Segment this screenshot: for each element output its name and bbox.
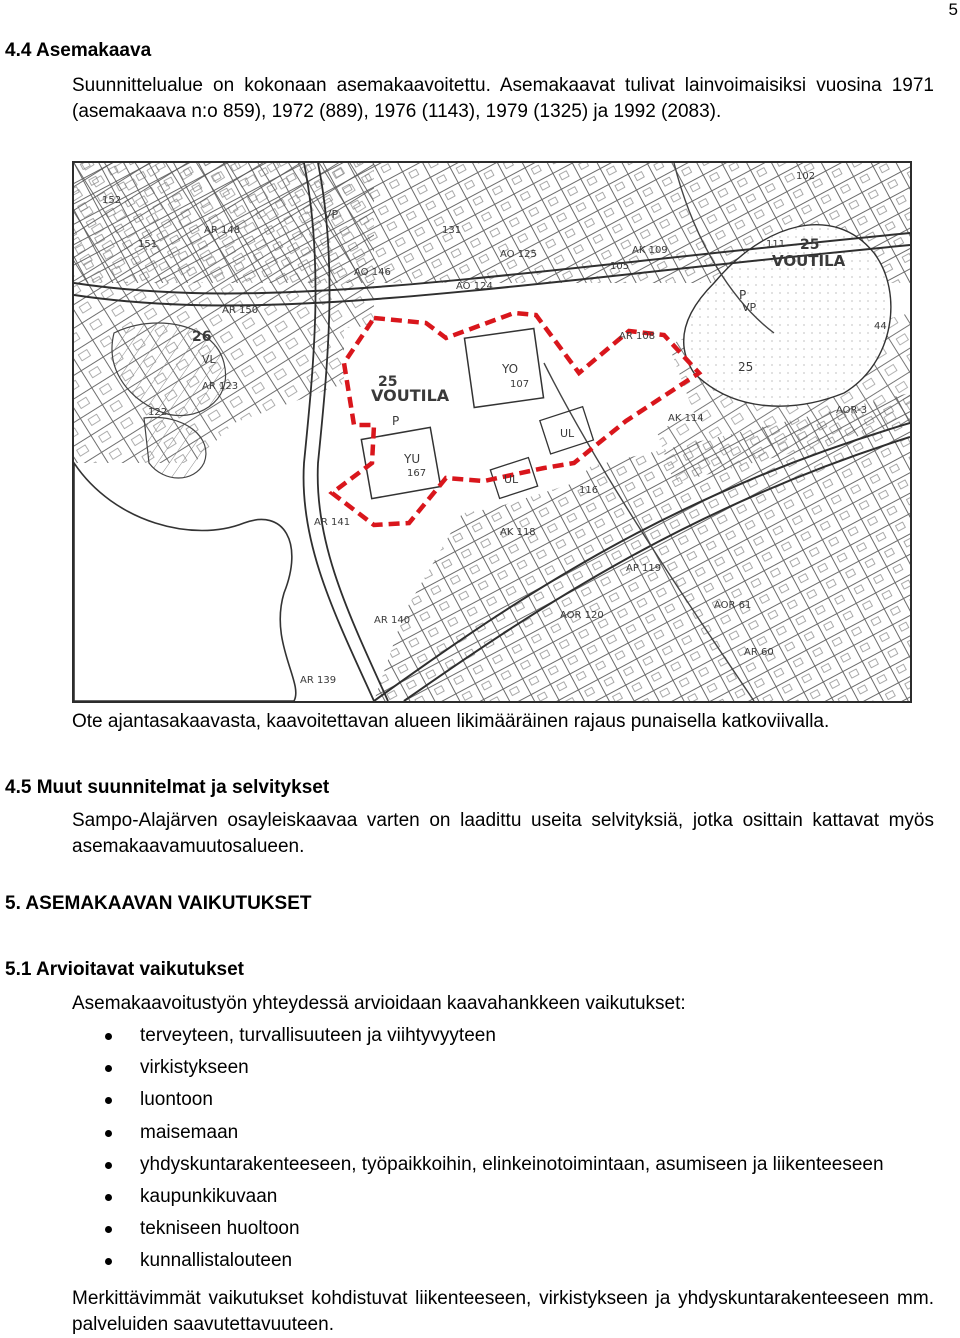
map-label-44: 44 [874,321,887,332]
map-label-ao-146: AO 146 [354,267,391,278]
map-label-151: 151 [138,239,158,250]
page-number: 5 [948,0,958,19]
section-5-1-closing: Merkittävimmät vaikutukset kohdistuvat liikenteeseen, virkistykseen ja yhdyskuntarakenteeseen mm. palveluiden saavutettavuuteen. [72,1288,934,1335]
bullet-icon [105,1194,112,1201]
map-label-ap-119: AP 119 [626,563,662,574]
map-label-ul-b: UL [504,473,519,486]
bullet-icon [105,1065,112,1072]
section-heading-5: 5. ASEMAKAAVAN VAIKUTUKSET [5,893,312,914]
map-label-102: 102 [796,171,816,182]
bullet-icon [105,1226,112,1233]
map-label-vl: VL [202,353,216,366]
map-label-ar-108: AR 108 [619,331,656,342]
list-item [72,1054,884,1086]
list-item [72,1151,884,1183]
map-label-ao-124: AO 124 [456,281,493,292]
map-label-p-a: P [392,414,400,428]
section-heading-5-1: 5.1 Arvioitavat vaikutukset [5,959,245,980]
map-label-yu: YU [404,452,421,466]
section-heading-4-5: 4.5 Muut suunnitelmat ja selvitykset [5,777,330,798]
list-item-text: maisemaan [140,1121,239,1143]
map-label-152: 152 [102,195,122,206]
map-label-ar-140: AR 140 [374,615,411,626]
map-label-ar-148: AR 148 [204,225,241,236]
map-label-aor-120: AOR 120 [560,610,604,621]
map-caption: Ote ajantasakaavasta, kaavoitettavan alueen likimääräinen rajaus punaisella katkoviivalla. [72,711,830,732]
list-item-text: kunnallistalouteen [140,1250,293,1272]
map-label-yu-num: 167 [407,468,427,479]
list-item [72,1086,884,1118]
map-label-vp-b: VP [742,301,757,314]
map-label-voutila-1: VOUTILA [371,386,450,405]
list-item-text: terveyteen, turvallisuuteen ja viihtyvyyteen [140,1025,496,1046]
map-label-116: 116 [579,485,599,496]
list-item [72,1022,884,1054]
shoreline [74,463,296,701]
map-label-ar-139: AR 139 [300,675,337,686]
section-heading-4-4: 4.4 Asemakaava [5,40,152,61]
bullet-icon [105,1097,112,1104]
list-item-text: virkistykseen [140,1057,249,1079]
list-item-text: luontoon [140,1089,213,1111]
bullet-icon [105,1162,112,1169]
map-label-ak-118: AK 118 [500,527,536,538]
section-4-4-paragraph: Suunnittelualue on kokonaan asemakaavoitettu. Asemakaavat tulivat lainvoimaisiksi vuosina 1971 (asemakaava n:o 859), 1972 (889), 1976 (1143), 1979 (1325) ja 1992 (2083). [72,75,934,122]
map-label-ul-a: UL [560,427,575,440]
map-label-ar-141: AR 141 [314,517,351,528]
map-label-25b: 25 [800,237,820,253]
impact-list [72,1022,884,1280]
map-label-105: 105 [610,261,630,272]
map-label-yo-num: 107 [510,379,530,390]
map-label-voutila-2: VOUTILA [772,252,846,270]
map-label-aor-3: AOR-3 [836,405,868,416]
list-item-text: kaupunkikuvaan [140,1185,278,1207]
map-label-ar-123: AR 123 [202,381,239,392]
list-item [72,1215,884,1247]
list-item [72,1247,884,1279]
map-label-ar-150: AR 150 [222,305,259,316]
map-label-25a: 25 [378,374,398,390]
map-label-p-b: P [739,288,747,302]
map-label-yo: YO [502,362,519,376]
list-item [72,1119,884,1151]
map-label-131: 131 [442,225,462,236]
bullet-icon [105,1130,112,1137]
list-item-text: tekniseen huoltoon [140,1218,300,1240]
map-label-ak-114: AK 114 [668,413,704,424]
map-label-aor-61: AOR 61 [714,600,752,611]
map-label-122: 122 [148,407,168,418]
map-label-ar-60: AR 60 [744,647,774,658]
map-label-26: 26 [192,329,212,345]
bullet-icon [105,1033,112,1040]
map-label-111: 111 [766,239,786,250]
bullet-icon [105,1258,112,1265]
list-item [72,1183,884,1215]
section-5-1-intro: Asemakaavoitustyön yhteydessä arvioidaan kaavahankkeen vaikutukset: [72,993,686,1014]
map-label-vp-a: VP [324,208,339,221]
zoning-map [72,161,912,703]
map-label-25c: 25 [738,360,754,374]
list-item-text: yhdyskuntarakenteeseen, työpaikkoihin, elinkeinotoimintaan, asumiseen ja liikenteeseen [140,1153,884,1175]
map-label-ao-125: AO 125 [500,249,537,260]
map-label-ak-109: AK 109 [632,245,668,256]
section-4-5-paragraph: Sampo-Alajärven osayleiskaavaa varten on laadittu useita selvityksiä, jotka osittain kattavat myös asemakaavamuutosalueen. [72,810,934,857]
